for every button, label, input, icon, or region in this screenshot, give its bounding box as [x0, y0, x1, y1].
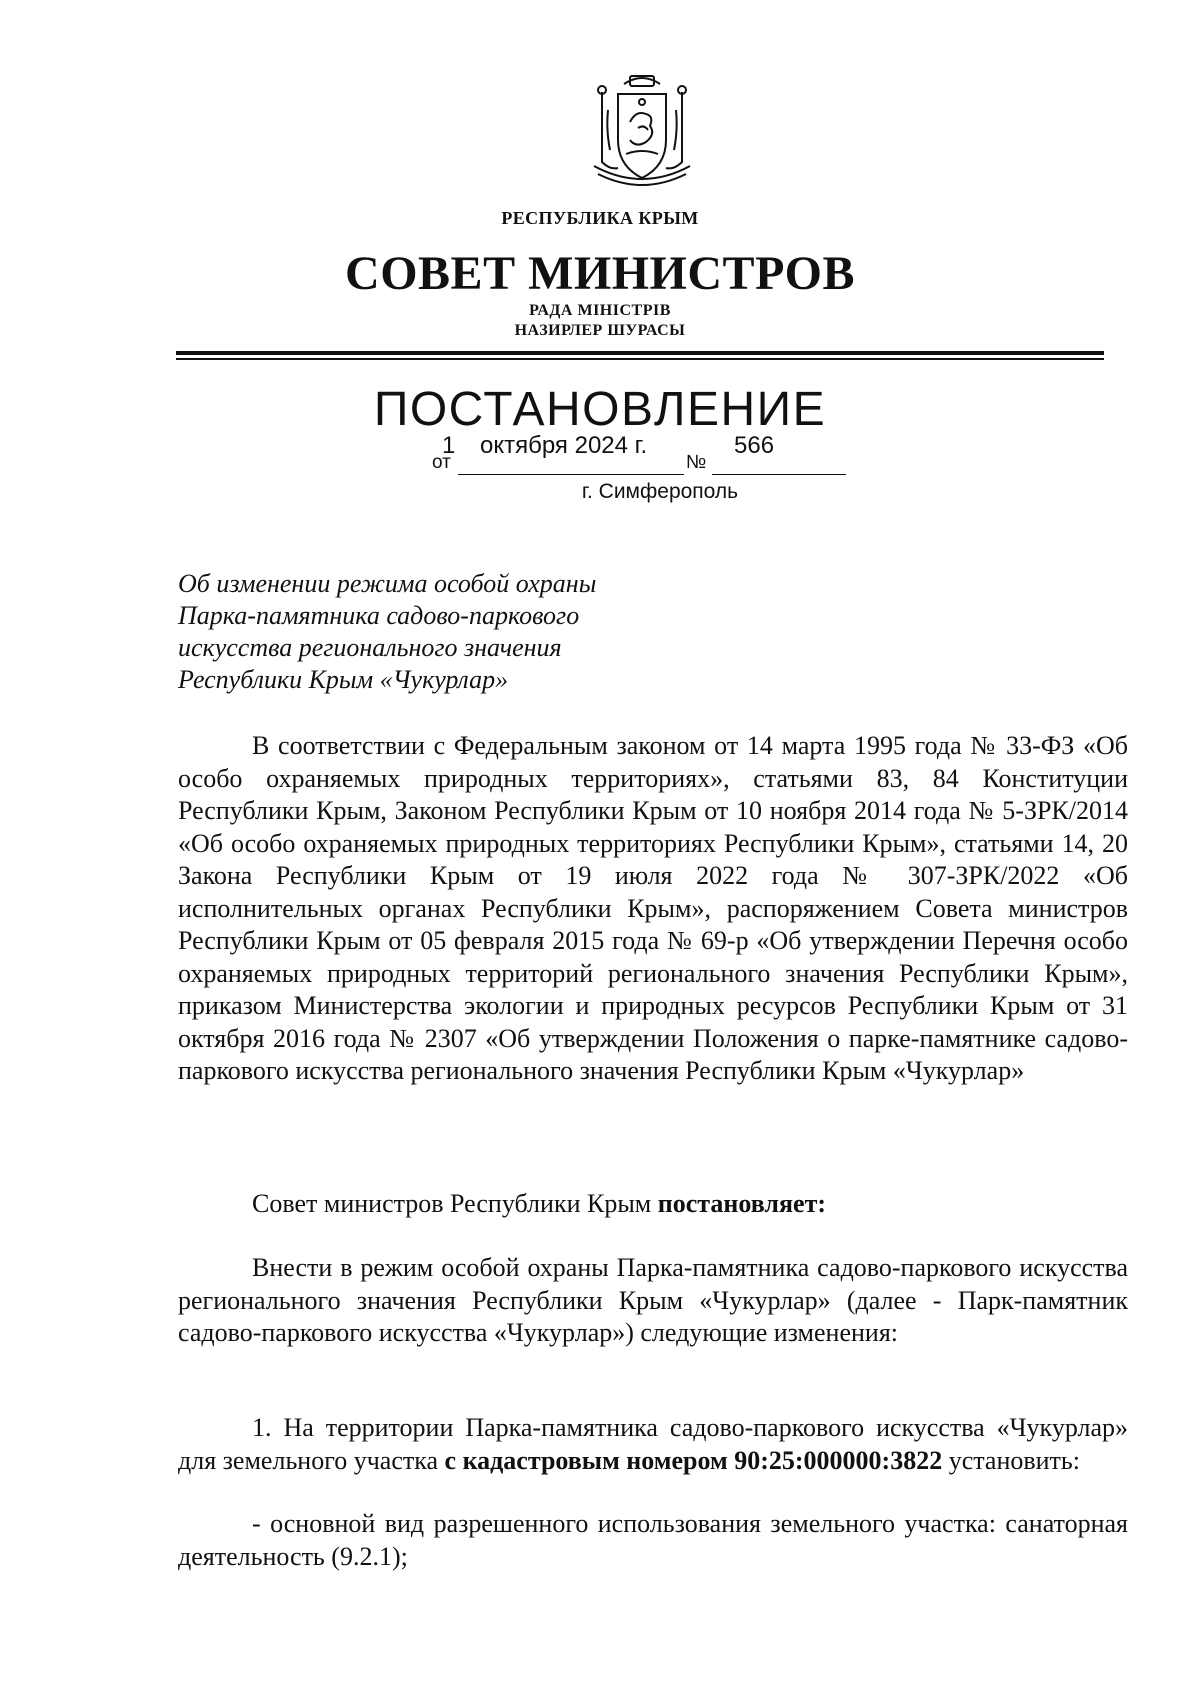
council-name-ukrainian: РАДА МІНІСТРІВ [529, 302, 671, 319]
crimea-coat-of-arms-icon [584, 70, 700, 188]
item-1-text [178, 1412, 1128, 1477]
resolves-paragraph [178, 1188, 1128, 1221]
council-name-crimean-tatar: НАЗИРЛЕР ШУРАСЫ [514, 322, 686, 339]
decree-day: 1 [442, 432, 456, 459]
decree-month-year: октября 2024 г. [480, 432, 648, 459]
document-type: ПОСТАНОВЛЕНИЕ [373, 383, 827, 436]
item-1-paragraph [178, 1412, 1128, 1477]
title-line: искусства регионального значения [178, 633, 562, 662]
resolves-keyword: постановляет: [657, 1189, 827, 1218]
item-1-suffix: установить: [942, 1445, 1080, 1475]
title-line: Об изменении режима особой охраны [178, 569, 597, 598]
header-divider-thick [176, 351, 1104, 355]
from-label: от [432, 452, 451, 473]
republic-name: РЕСПУБЛИКА КРЫМ [501, 208, 699, 228]
date-number-line [430, 430, 850, 480]
item-1-line-text: - основной вид разрешенного использования земельного участка: санаторная деятельность (9.2.1); [178, 1509, 1128, 1571]
item-1-line-paragraph [178, 1508, 1128, 1573]
city: г. Симферополь [581, 480, 739, 503]
council-name: СОВЕТ МИНИСТРОВ [345, 247, 855, 300]
header-divider-thin [176, 358, 1104, 360]
item-1-prefix: 1. На территории Парка-памятника садово-паркового искусства «Чукурлар» для земельного участка [178, 1413, 1128, 1475]
resolves-prefix: Совет министров Республики Крым [252, 1189, 658, 1218]
decree-number: 566 [734, 432, 775, 459]
title-line: Республики Крым «Чукурлар» [178, 665, 509, 694]
title-line: Парка-памятника садово-паркового [178, 601, 580, 630]
decree-title [178, 568, 778, 696]
changes-intro-text: Внести в режим особой охраны Парка-памятника садово-паркового искусства регионального значения Республики Крым «Чукурлар» (далее - Парк-памятник садово-паркового искусства «Чукурлар») следующие изменения: [178, 1253, 1128, 1347]
resolves-text [178, 1188, 1128, 1221]
preamble-paragraph [178, 730, 1128, 1088]
date-underline [458, 474, 684, 475]
number-label: № [686, 452, 707, 473]
cadastral-number: с кадастровым номером 90:25:000000:3822 [444, 1445, 943, 1475]
preamble-text: В соответствии с Федеральным законом от 14 марта 1995 года № 33-ФЗ «Об особо охраняемых природных территориях», статьями 83, 84 Конституции Республики Крым, Законом Республики Крым от 10 ноября 2014 года № 5-ЗРК/2014 «Об особо охраняемых природных территориях Республики Крым», статьями 14, 20 Закона Республики Крым от 19 июля 2022 года № 307-ЗРК/2022 «Об исполнительных органах Республики Крым», распоряжением Совета министров Республики Крым от 05 февраля 2015 года № 69-р «Об утверждении Перечня особо охраняемых природных территорий регионального значения Республики Крым», приказом Министерства экологии и природных ресурсов Республики Крым от 31 октября 2016 года № 2307 «Об утверждении Положения о парке-памятнике садово-паркового искусства регионального значения Республики Крым «Чукурлар» [178, 731, 1128, 1085]
changes-intro-paragraph [178, 1252, 1128, 1350]
number-underline [712, 474, 846, 475]
